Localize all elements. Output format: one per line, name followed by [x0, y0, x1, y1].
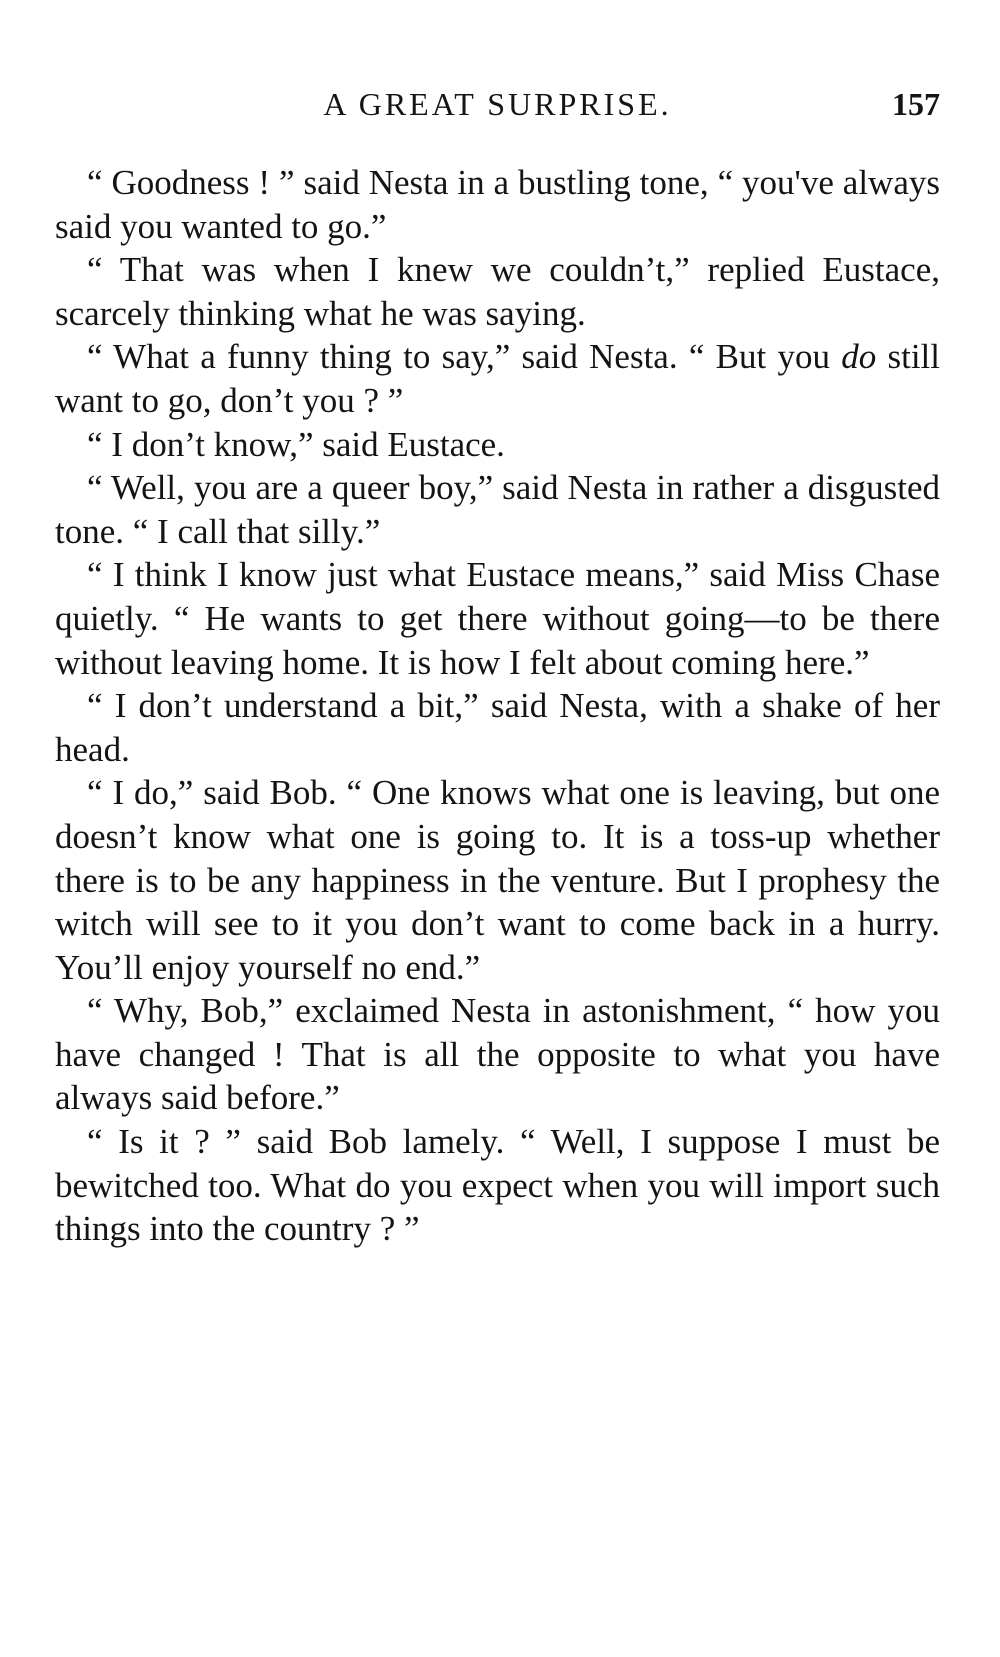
- paragraph: “ Why, Bob,” exclaimed Nesta in astonishment, “ how you have changed ! That is all the opposite to what you have always said before.”: [55, 991, 940, 1118]
- paragraph: “ Goodness ! ” said Nesta in a bustling tone, “ you've always said you wanted to go.”: [55, 163, 940, 246]
- paragraph: [55, 335, 940, 422]
- paragraph: “ Well, you are a queer boy,” said Nesta in rather a disgusted tone. “ I call that silly.”: [55, 468, 940, 551]
- paragraph-text: “ What a funny thing to say,” said Nesta. “ But you: [87, 337, 842, 377]
- paragraph: “ I don’t understand a bit,” said Nesta, with a shake of her head.: [55, 686, 940, 769]
- paragraph: “ I think I know just what Eustace means,” said Miss Chase quietly. “ He wants to get there without going—to be there without leaving home. It is how I felt about coming here.”: [55, 555, 940, 682]
- paragraph: “ Is it ? ” said Bob lamely. “ Well, I suppose I must be bewitched too. What do you expect when you will import such things into the country ? ”: [55, 1122, 940, 1249]
- paragraph: “ I do,” said Bob. “ One knows what one is leaving, but one doesn’t know what one is going to. It is a toss-up whether there is to be any happiness in the venture. But I prophesy the witch will see to it you don’t want to come back in a hurry. You’ll enjoy yourself no end.”: [55, 773, 940, 987]
- running-head: A GREAT SURPRISE.: [323, 86, 672, 122]
- paragraph: “ That was when I knew we couldn’t,” replied Eustace, scarcely thinking what he was saying.: [55, 250, 940, 333]
- page-number: 157: [892, 86, 940, 122]
- paragraph: “ I don’t know,” said Eustace.: [87, 424, 505, 464]
- body-text: [55, 161, 940, 1251]
- emphasized-word: do: [841, 337, 877, 377]
- page-header: [55, 82, 940, 126]
- paragraph-text: still want to go, don’t you ? ”: [55, 337, 940, 420]
